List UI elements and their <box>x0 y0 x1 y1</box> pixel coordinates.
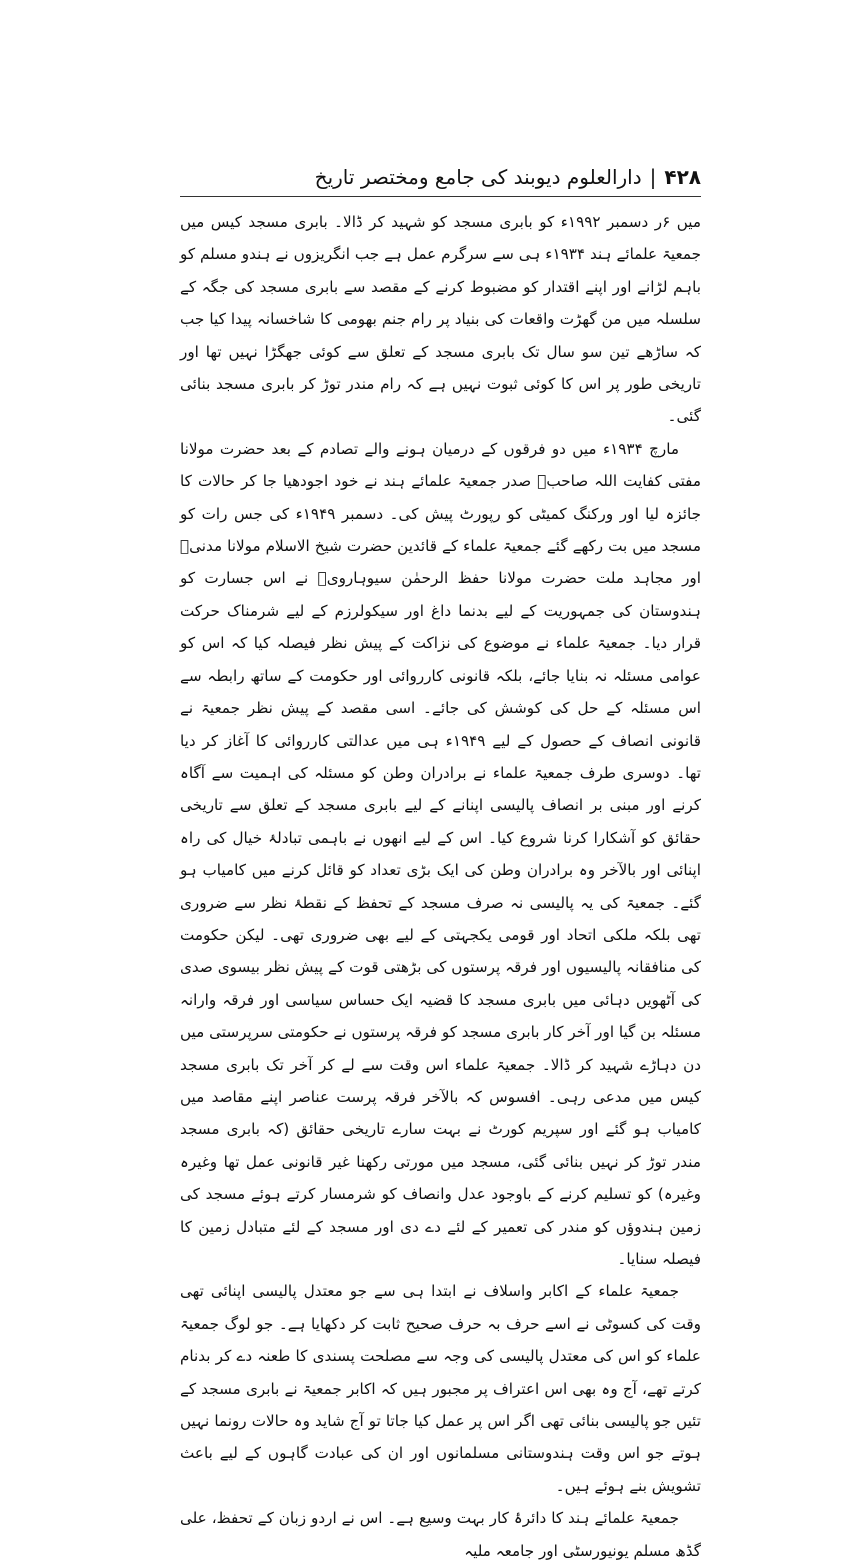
header-rule <box>180 196 701 197</box>
book-title: دارالعلوم دیوبند کی جامع ومختصر تاریخ <box>314 165 642 189</box>
header-separator: | <box>649 165 657 189</box>
running-header <box>180 160 701 194</box>
paragraph-jamiat-legal-action: مارچ ۱۹۳۴ء میں دو فرقوں کے درمیان ہونے والے تصادم کے بعد حضرت مولانا مفتی کفایت اللہ صاحبؒ صدر جمعیۃ علمائے ہند نے خود اجودھیا جا کر حالات کا جائزہ لیا اور ورکنگ کمیٹی کو رپورٹ پیش کی۔ دسمبر ۱۹۴۹ء کی جس رات کو مسجد میں بت رکھے گئے جمعیۃ علماء کے قائدین حضرت شیخ الاسلام مولانا مدنیؒ اور مجاہد ملت حضرت مولانا حفظ الرحمٰن سیوہارویؒ نے اس جسارت کو ہندوستان کی جمہوریت کے لیے بدنما داغ اور سیکولرزم کے لیے شرمناک حرکت قرار دیا۔ جمعیۃ علماء نے موضوع کی نزاکت کے پیش نظر فیصلہ کیا کہ اس کو عوامی مسئلہ نہ بنایا جائے، بلکہ قانونی کارروائی اور حکومت کے ساتھ رابطہ سے اس مسئلہ کے حل کی کوشش کی جائے۔ اسی مقصد کے پیش نظر جمعیۃ نے قانونی انصاف کے حصول کے لیے ۱۹۴۹ء ہی میں عدالتی کارروائی کا آغاز کر دیا تھا۔ دوسری طرف جمعیۃ علماء نے برادران وطن کو مسئلہ کی اہمیت سے آگاہ کرنے اور مبنی بر انصاف پالیسی اپنانے کے لیے بابری مسجد کے تعلق سے تاریخی حقائق کو آشکارا کرنا شروع کیا۔ اس کے لیے انھوں نے باہمی تبادلۂ خیال کی راہ اپنائی اور بالآخر وہ برادران وطن کی ایک بڑی تعداد کو قائل کرنے میں کامیاب ہو گئے۔ جمعیۃ کی یہ پالیسی نہ صرف مسجد کے تحفظ کے نقطۂ نظر سے ضروری تھی بلکہ ملکی اتحاد اور قومی یکجہتی کے لیے بھی ضروری تھی۔ لیکن حکومت کی منافقانہ پالیسیوں اور فرقہ پرستوں کی بڑھتی قوت کے پیش نظر بیسوی صدی کی آٹھویں دہائی میں بابری مسجد کا قضیہ ایک حساس سیاسی اور فرقہ وارانہ مسئلہ بن گیا اور آخر کار بابری مسجد کو فرقہ پرستوں نے حکومتی سرپرستی میں دن دہاڑے شہید کر ڈالا۔ جمعیۃ علماء اس وقت سے لے کر آخر تک بابری مسجد کیس میں مدعی رہی۔ افسوس کہ بالآخر فرقہ پرست عناصر اپنے مقاصد میں کامیاب ہو گئے اور سپریم کورٹ نے بہت سارے تاریخی حقائق (کہ بابری مسجد مندر توڑ کر نہیں بنائی گئی، مسجد میں مورتی رکھنا غیر قانونی عمل تھا وغیرہ وغیرہ) کو تسلیم کرنے کے باوجود عدل وانصاف کو شرمسار کرتے ہوئے مسجد کی زمین ہندوؤں کو مندر کی تعمیر کے لئے دے دی اور مسجد کے لئے متبادل زمین کا فیصلہ سنایا۔ <box>180 439 701 1268</box>
paragraph-babri-case-intro: میں ۶ر دسمبر ۱۹۹۲ء کو بابری مسجد کو شہید کر ڈالا۔ بابری مسجد کیس میں جمعیۃ علمائے ہند ۱۹۳۴ء ہی سے سرگرم عمل ہے جب انگریزوں نے ہندو مسلم کو باہم لڑانے اور اپنے اقتدار کو مضبوط کرنے کے مقصد سے بابری مسجد کی جگہ کے سلسلہ میں من گھڑت واقعات کی بنیاد پر رام جنم بھومی کا شاخسانہ پیدا کیا جب کہ ساڑھے تین سو سال تک بابری مسجد کے تعلق سے کوئی جھگڑا نہیں تھا اور تاریخی طور پر اس کا کوئی ثبوت نہیں ہے کہ رام مندر توڑ کر بابری مسجد بنائی گئی۔ <box>180 213 701 426</box>
page-number: ۴۲۸ <box>664 165 701 189</box>
body-text <box>180 206 701 1560</box>
paragraph-scope-of-work: جمعیۃ علمائے ہند کا دائرۂ کار بہت وسیع ہے۔ اس نے اردو زبان کے تحفظ، علی گڈھ مسلم یونیورسٹی اور جامعہ ملیہ <box>180 1509 701 1560</box>
paragraph-moderate-policy: جمعیۃ علماء کے اکابر واسلاف نے ابتدا ہی سے جو معتدل پالیسی اپنائی تھی وقت کی کسوٹی نے اسے حرف بہ حرف صحیح ثابت کر دکھایا ہے۔ جو لوگ جمعیۃ علماء کو اس کی معتدل پالیسی کی وجہ سے مصلحت پسندی کا طعنہ دے کر بدنام کرتے تھے، آج وہ بھی اس اعتراف پر مجبور ہیں کہ اکابر جمعیۃ نے بابری مسجد کے تئیں جو پالیسی بنائی تھی اگر اس پر عمل کیا جاتا تو آج شاید وہ حالات رونما نہیں ہوتے جو اس وقت ہندوستانی مسلمانوں اور ان کی عبادت گاہوں کے لیے باعث تشویش بنے ہوئے ہیں۔ <box>180 1282 701 1495</box>
